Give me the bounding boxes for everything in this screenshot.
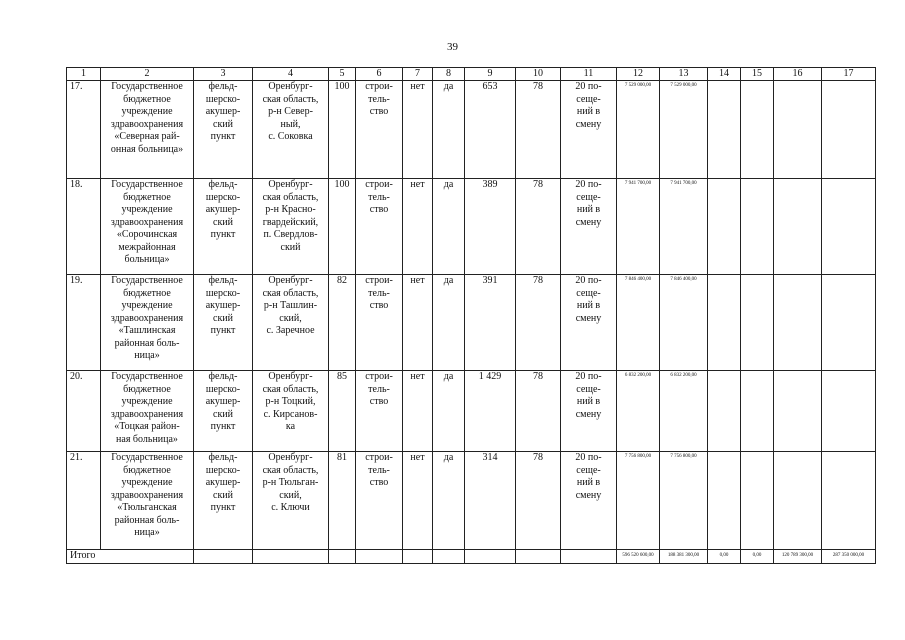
total-c14: 0,00	[708, 550, 741, 564]
value-col15	[741, 179, 774, 275]
organization-name: Государственное бюджетное учреждение здравоохранения «Сорочинская межрайонная больница»	[101, 179, 194, 275]
value-col15	[741, 452, 774, 550]
value-col8: да	[433, 275, 465, 371]
value-col15	[741, 81, 774, 179]
row-number: 21.	[67, 452, 101, 550]
value-col15	[741, 275, 774, 371]
total-c13: 188 381 300,00	[660, 550, 708, 564]
capacity: 20 по- сеще- ний в смену	[561, 81, 617, 179]
row-number: 20.	[67, 371, 101, 452]
amount-col12: 7 941 700,00	[617, 179, 660, 275]
row-number: 19.	[67, 275, 101, 371]
facility-type: фельд- шерско- акушер- ский пункт	[194, 452, 253, 550]
total-empty-cell	[561, 550, 617, 564]
value-col5: 100	[329, 81, 356, 179]
value-col16	[774, 371, 822, 452]
value-col15	[741, 371, 774, 452]
total-empty-cell	[253, 550, 329, 564]
value-col8: да	[433, 452, 465, 550]
capacity: 20 по- сеще- ний в смену	[561, 179, 617, 275]
column-header-10: 10	[516, 68, 561, 81]
value-col17	[822, 452, 876, 550]
value-col9: 391	[465, 275, 516, 371]
location: Оренбург- ская область, р-н Красно- гвардейский, п. Свердлов- ский	[253, 179, 329, 275]
column-header-14: 14	[708, 68, 741, 81]
amount-col13: 7 529 000,00	[660, 81, 708, 179]
amount-col12: 7 529 000,00	[617, 81, 660, 179]
value-col10: 78	[516, 179, 561, 275]
column-header-11: 11	[561, 68, 617, 81]
work-type: строи- тель- ство	[356, 275, 403, 371]
total-empty-cell	[433, 550, 465, 564]
amount-col12: 7 846 400,00	[617, 275, 660, 371]
location: Оренбург- ская область, р-н Север- ный, с. Соковка	[253, 81, 329, 179]
value-col16	[774, 81, 822, 179]
location: Оренбург- ская область, р-н Тюльган- ский, с. Ключи	[253, 452, 329, 550]
value-col10: 78	[516, 371, 561, 452]
total-c17: 287 350 000,00	[822, 550, 876, 564]
total-empty-cell	[356, 550, 403, 564]
facility-type: фельд- шерско- акушер- ский пункт	[194, 81, 253, 179]
capacity: 20 по- сеще- ний в смену	[561, 452, 617, 550]
value-col8: да	[433, 179, 465, 275]
column-header-17: 17	[822, 68, 876, 81]
value-col16	[774, 275, 822, 371]
total-c16: 120 789 300,00	[774, 550, 822, 564]
value-col5: 100	[329, 179, 356, 275]
total-empty-cell	[516, 550, 561, 564]
value-col14	[708, 81, 741, 179]
value-col5: 81	[329, 452, 356, 550]
total-row	[67, 550, 876, 564]
column-header-15: 15	[741, 68, 774, 81]
column-header-4: 4	[253, 68, 329, 81]
value-col16	[774, 452, 822, 550]
column-header-6: 6	[356, 68, 403, 81]
column-header-3: 3	[194, 68, 253, 81]
work-type: строи- тель- ство	[356, 81, 403, 179]
value-col8: да	[433, 371, 465, 452]
column-header-9: 9	[465, 68, 516, 81]
value-col5: 85	[329, 371, 356, 452]
value-col9: 653	[465, 81, 516, 179]
column-header-16: 16	[774, 68, 822, 81]
table-row	[67, 371, 876, 452]
total-empty-cell	[329, 550, 356, 564]
value-col14	[708, 275, 741, 371]
location: Оренбург- ская область, р-н Ташлин- ский, с. Заречное	[253, 275, 329, 371]
value-col14	[708, 371, 741, 452]
facility-type: фельд- шерско- акушер- ский пункт	[194, 371, 253, 452]
organization-name: Государственное бюджетное учреждение здравоохранения «Тюльганская районная боль- ница»	[101, 452, 194, 550]
value-col9: 314	[465, 452, 516, 550]
total-label: Итого	[67, 550, 194, 564]
page-number: 39	[447, 41, 458, 53]
table-row	[67, 275, 876, 371]
location: Оренбург- ская область, р-н Тоцкий, с. Кирсанов- ка	[253, 371, 329, 452]
amount-col13: 6 832 200,00	[660, 371, 708, 452]
value-col8: да	[433, 81, 465, 179]
amount-col13: 7 941 700,00	[660, 179, 708, 275]
value-col17	[822, 371, 876, 452]
column-header-8: 8	[433, 68, 465, 81]
column-header-2: 2	[101, 68, 194, 81]
total-empty-cell	[465, 550, 516, 564]
capacity: 20 по- сеще- ний в смену	[561, 371, 617, 452]
value-col9: 1 429	[465, 371, 516, 452]
value-col17	[822, 275, 876, 371]
column-header-1: 1	[67, 68, 101, 81]
column-header-5: 5	[329, 68, 356, 81]
amount-col12: 7 756 800,00	[617, 452, 660, 550]
value-col7: нет	[403, 81, 433, 179]
capacity: 20 по- сеще- ний в смену	[561, 275, 617, 371]
facility-type: фельд- шерско- акушер- ский пункт	[194, 275, 253, 371]
column-header-13: 13	[660, 68, 708, 81]
row-number: 18.	[67, 179, 101, 275]
value-col17	[822, 81, 876, 179]
organization-name: Государственное бюджетное учреждение здравоохранения «Северная рай- онная больница»	[101, 81, 194, 179]
table-row	[67, 81, 876, 179]
amount-col12: 6 832 200,00	[617, 371, 660, 452]
value-col10: 78	[516, 275, 561, 371]
value-col7: нет	[403, 371, 433, 452]
facility-type: фельд- шерско- акушер- ский пункт	[194, 179, 253, 275]
value-col17	[822, 179, 876, 275]
organization-name: Государственное бюджетное учреждение здравоохранения «Ташлинская районная боль- ница»	[101, 275, 194, 371]
value-col10: 78	[516, 81, 561, 179]
table-row	[67, 179, 876, 275]
organization-name: Государственное бюджетное учреждение здравоохранения «Тоцкая район- ная больница»	[101, 371, 194, 452]
value-col7: нет	[403, 179, 433, 275]
work-type: строи- тель- ство	[356, 452, 403, 550]
value-col14	[708, 179, 741, 275]
total-empty-cell	[194, 550, 253, 564]
total-c15: 0,00	[741, 550, 774, 564]
value-col7: нет	[403, 275, 433, 371]
table-row	[67, 452, 876, 550]
value-col9: 389	[465, 179, 516, 275]
value-col14	[708, 452, 741, 550]
value-col10: 78	[516, 452, 561, 550]
document-table	[66, 67, 876, 564]
work-type: строи- тель- ство	[356, 179, 403, 275]
row-number: 17.	[67, 81, 101, 179]
total-c12: 596 520 600,00	[617, 550, 660, 564]
amount-col13: 7 846 400,00	[660, 275, 708, 371]
column-header-7: 7	[403, 68, 433, 81]
value-col5: 82	[329, 275, 356, 371]
column-header-12: 12	[617, 68, 660, 81]
value-col7: нет	[403, 452, 433, 550]
value-col16	[774, 179, 822, 275]
table-header-row	[67, 68, 876, 81]
work-type: строи- тель- ство	[356, 371, 403, 452]
amount-col13: 7 756 800,00	[660, 452, 708, 550]
total-empty-cell	[403, 550, 433, 564]
